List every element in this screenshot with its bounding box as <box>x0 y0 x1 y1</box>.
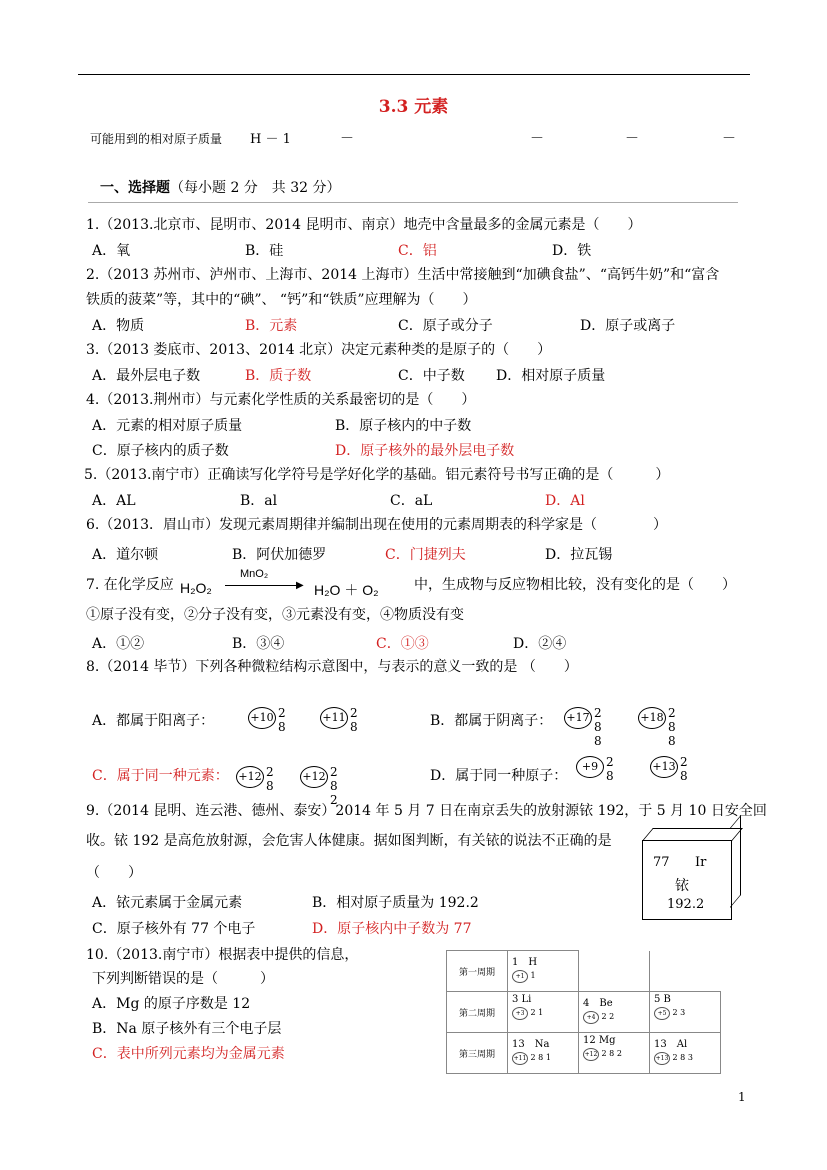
q2-option-b: B．元素 <box>245 318 298 334</box>
atom-nucleus: +10 <box>248 707 276 729</box>
q5-option-b: B．al <box>240 493 278 509</box>
mini-shells: 2 8 2 <box>601 1049 622 1058</box>
cell-symbol: 12 Mg <box>583 1035 616 1046</box>
atom-shells: 2 8 <box>266 765 276 793</box>
q8-option-d: D．属于同一种原子： <box>430 768 568 784</box>
q7-arrow <box>225 585 301 586</box>
section-note: （每小题 2 分 共 32 分） <box>170 180 341 196</box>
q4-option-d: D．原子核外的最外层电子数 <box>335 443 515 459</box>
element-symbol: Ir <box>695 855 707 870</box>
q1-option-b: B．硅 <box>245 243 284 259</box>
q1-stem: 1.（2013.北京市、昆明市、2014 昆明市、南京）地壳中含量最多的金属元素是（ ） <box>86 217 642 233</box>
element-cell <box>650 1033 721 1074</box>
q4-option-b: B．原子核内的中子数 <box>335 418 472 434</box>
q8-option-c: C．属于同一种元素： <box>92 768 229 784</box>
q3-option-b: B．质子数 <box>245 368 312 384</box>
atom-shells: 2 8 <box>606 755 616 783</box>
cell-symbol: 3 Li <box>512 994 532 1005</box>
q3-option-c: C．中子数 <box>398 368 465 384</box>
cell-symbol: 13 Al <box>654 1039 688 1050</box>
periodic-table <box>446 950 721 1074</box>
q10-stem-1: 10.（2013.南宁市）根据表中提供的信息， <box>86 947 359 963</box>
atom-nucleus: +17 <box>564 707 592 729</box>
cell-symbol: 1 H <box>512 957 538 968</box>
q5-option-c: C．aL <box>390 493 433 509</box>
q7-line2: ①原子没有变，②分子没有变，③元素没有变，④物质没有变 <box>86 607 464 623</box>
element-cell <box>508 951 579 992</box>
atom-nucleus: +12 <box>300 766 328 788</box>
mini-nucleus: +5 <box>654 1007 670 1020</box>
element-card <box>642 840 732 920</box>
q9-stem-1: 9.（2014 昆明、连云港、德州、泰安）2014 年 5 月 7 日在南京丢失的放射源铱 192，于 5 月 10 日安全回 <box>86 803 767 819</box>
mass-dash-3: － <box>625 131 639 147</box>
atom-nucleus: +13 <box>650 756 678 778</box>
section-rule <box>88 202 738 203</box>
q6-option-a: A．道尔顿 <box>92 547 159 563</box>
q2-option-d: D．原子或离子 <box>580 318 676 334</box>
q9-stem-3: （ ） <box>86 865 142 881</box>
period-label: 第二周期 <box>447 992 508 1033</box>
q7-option-c: C．①③ <box>376 636 429 652</box>
cell-atom <box>512 970 574 983</box>
mini-nucleus: +13 <box>654 1052 670 1065</box>
period-label: 第一周期 <box>447 951 508 992</box>
mini-nucleus: +4 <box>583 1011 599 1024</box>
q2-stem-1: 2.（2013 苏州市、泸州市、上海市、2014 上海市）生活中常接触到“加碘食盐”、“高钙牛奶”和“富含 <box>86 267 720 283</box>
q7-option-b: B．③④ <box>232 636 285 652</box>
q10-option-c: C．表中所列元素均为金属元素 <box>92 1046 285 1062</box>
mini-nucleus: +11 <box>512 1052 528 1065</box>
mini-shells: 1 <box>530 971 536 980</box>
page-title: 3.3 元素 <box>378 97 449 117</box>
atom-shells: 2 8 2 <box>330 765 340 807</box>
q2-stem-2: 铁质的菠菜”等，其中的“碘”、 “钙”和“铁质”应理解为（ ） <box>86 292 477 308</box>
q6-stem: 6.（2013．眉山市）发现元素周期律并编制出现在使用的元素周期表的科学家是（ ） <box>86 517 667 533</box>
q9-option-d: D．原子核内中子数为 77 <box>312 921 472 937</box>
q9-option-b: B．相对原子质量为 192.2 <box>312 895 479 911</box>
q10-option-b: B．Na 原子核外有三个电子层 <box>92 1021 282 1037</box>
element-number: 77 <box>653 855 670 870</box>
element-cell <box>508 992 579 1033</box>
q7-pre: 7. 在化学反应 <box>86 577 174 593</box>
element-cell <box>579 992 650 1033</box>
q4-stem: 4.（2013.荆州市）与元素化学性质的关系最密切的是（ ） <box>86 392 476 408</box>
q5-stem: 5.（2013.南宁市）正确读写化学符号是学好化学的基础。铝元素符号书写正确的是（ ） <box>84 467 670 483</box>
q5-option-a: A．AL <box>92 493 136 509</box>
q7-products: H₂O ＋ O₂ <box>314 582 379 598</box>
mini-shells: 2 2 <box>601 1012 615 1021</box>
mini-nucleus: +3 <box>512 1007 528 1020</box>
q1-option-d: D．铁 <box>552 243 592 259</box>
atom-nucleus: +9 <box>576 756 604 778</box>
q9-option-a: A．铱元素属于金属元素 <box>92 895 243 911</box>
cell-atom <box>654 1052 716 1065</box>
q4-option-a: A．元素的相对原子质量 <box>92 418 243 434</box>
mass-dash-4: － <box>722 131 736 147</box>
top-rule <box>78 74 750 75</box>
cell-atom <box>583 1011 645 1024</box>
element-card-side <box>730 815 741 908</box>
mass-item-h: H － 1 <box>250 132 291 147</box>
q3-stem: 3.（2013 娄底市、2013、2014 北京）决定元素种类的是原子的（ ） <box>86 342 552 358</box>
section-heading <box>100 177 341 197</box>
atom-shells: 2 8 8 <box>668 706 678 748</box>
mini-shells: 2 1 <box>530 1008 544 1017</box>
atom-nucleus: +18 <box>638 707 666 729</box>
q1-option-c: C．铝 <box>398 243 437 259</box>
element-cell <box>579 1033 650 1074</box>
cell-atom <box>512 1052 574 1065</box>
table-row <box>447 951 721 992</box>
element-cell <box>650 992 721 1033</box>
q10-option-a: A．Mg 的原子序数是 12 <box>92 996 251 1012</box>
atom-shells: 2 8 <box>278 706 288 734</box>
cell-atom <box>583 1048 645 1061</box>
mass-label: 可能用到的相对原子质量 <box>90 132 223 146</box>
q7-catalyst: MnO₂ <box>240 568 269 580</box>
element-name: 铱 <box>675 878 689 894</box>
atom-nucleus: +11 <box>320 707 348 729</box>
cell-symbol: 5 B <box>654 994 671 1005</box>
q7-option-d: D．②④ <box>513 636 567 652</box>
mini-shells: 2 8 1 <box>530 1053 551 1062</box>
mass-dash-2: － <box>530 131 544 147</box>
mini-nucleus: +1 <box>512 970 528 983</box>
cell-atom <box>512 1007 574 1020</box>
mini-nucleus: +12 <box>583 1048 599 1061</box>
q4-option-c: C．原子核内的质子数 <box>92 443 229 459</box>
q6-option-c: C．门捷列夫 <box>385 547 466 563</box>
mass-dash-1: － <box>340 131 354 147</box>
q7-post: 中，生成物与反应物相比较，没有变化的是（ ） <box>414 577 736 593</box>
q7-option-a: A．①② <box>92 636 145 652</box>
cell-symbol: 4 Be <box>583 998 613 1009</box>
section-title: 一、选择题 <box>100 180 170 196</box>
atom-shells: 2 8 <box>680 755 690 783</box>
mini-shells: 2 8 3 <box>672 1053 693 1062</box>
q2-option-a: A．物质 <box>92 318 145 334</box>
q3-option-a: A．最外层电子数 <box>92 368 201 384</box>
period-label: 第三周期 <box>447 1033 508 1074</box>
cell-symbol: 13 Na <box>512 1039 550 1050</box>
atom-nucleus: +12 <box>236 766 264 788</box>
q3-option-d: D．相对原子质量 <box>496 368 606 384</box>
q8-option-a: A．都属于阳离子： <box>92 713 215 729</box>
atom-shells: 2 8 <box>350 706 360 734</box>
q1-option-a: A．氧 <box>92 243 131 259</box>
element-card-top <box>642 828 743 841</box>
q2-option-c: C．原子或分子 <box>398 318 493 334</box>
cell-atom <box>654 1007 716 1020</box>
q8-option-b: B．都属于阴离子： <box>430 713 553 729</box>
q5-option-d: D．Al <box>545 493 585 509</box>
q9-option-c: C．原子核外有 77 个电子 <box>92 921 256 937</box>
table-row <box>447 1033 721 1074</box>
atom-shells: 2 8 8 <box>594 706 604 748</box>
element-cell <box>508 1033 579 1074</box>
empty-cell <box>579 951 650 992</box>
q9-stem-2: 收。铱 192 是高危放射源，会危害人体健康。据如图判断，有关铱的说法不正确的是 <box>86 833 612 849</box>
mini-shells: 2 3 <box>672 1008 686 1017</box>
table-row <box>447 992 721 1033</box>
page-number: 1 <box>738 1090 746 1104</box>
q8-stem: 8.（2014 毕节）下列各种微粒结构示意图中，与表示的意义一致的是 （ ） <box>86 659 578 675</box>
empty-cell <box>650 951 721 992</box>
q6-option-d: D．拉瓦锡 <box>545 547 613 563</box>
element-mass: 192.2 <box>667 897 705 912</box>
q10-stem-2: 下列判断错误的是（ ） <box>92 971 274 987</box>
q7-reactant: H₂O₂ <box>180 580 212 596</box>
q7-arrow-head: ▶ <box>296 580 304 591</box>
q6-option-b: B．阿伏加德罗 <box>232 547 327 563</box>
